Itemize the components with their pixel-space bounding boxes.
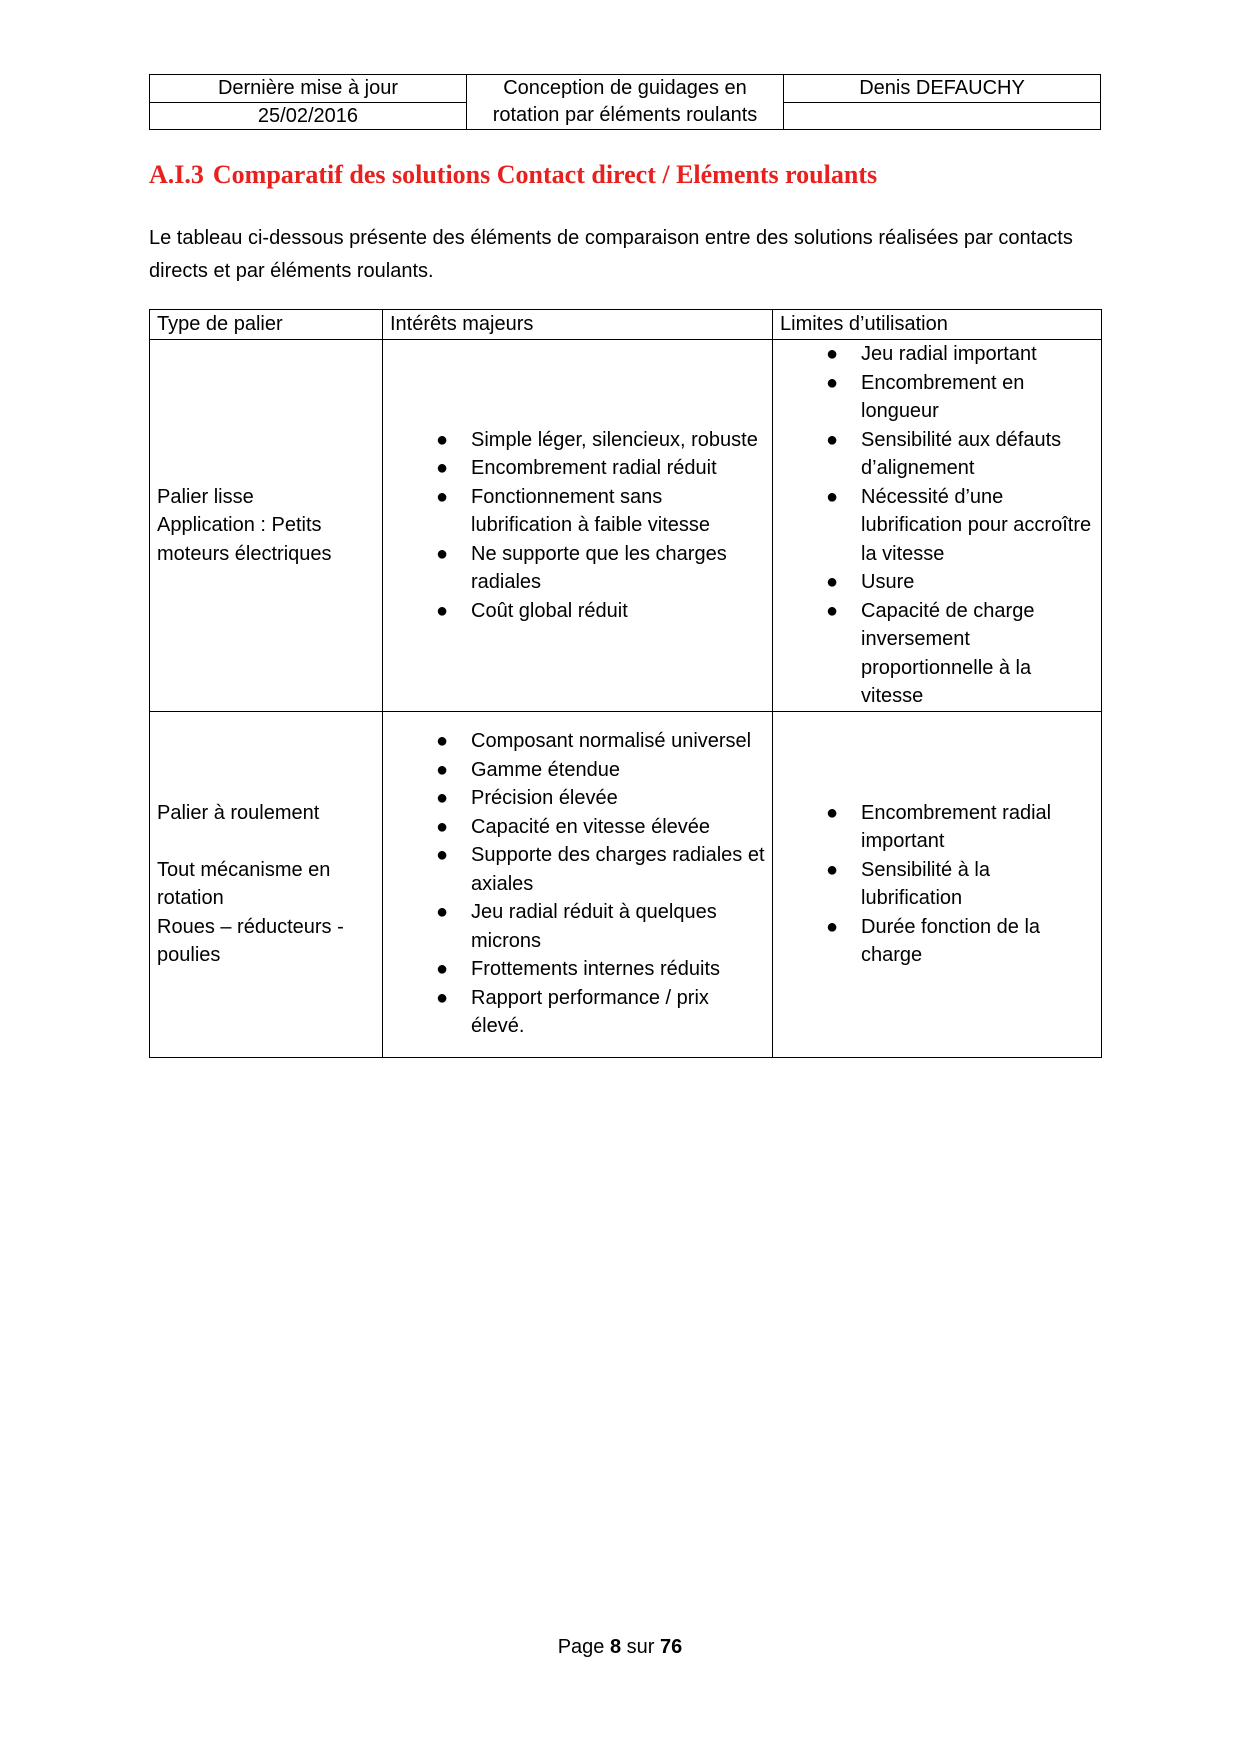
list-item: ● Sensibilité aux défauts d’alignement bbox=[780, 426, 1094, 483]
bullet-icon: ● bbox=[826, 485, 839, 508]
spacer bbox=[157, 827, 375, 856]
bullet-icon: ● bbox=[826, 915, 839, 938]
table-header-row bbox=[150, 310, 1102, 340]
list-item: ● Gamme étendue bbox=[390, 756, 765, 785]
page-footer bbox=[0, 1636, 1240, 1659]
type-application: Application : Petits moteurs électriques bbox=[157, 514, 332, 565]
type-name: Palier à roulement bbox=[157, 801, 320, 824]
interests-list bbox=[390, 727, 765, 1041]
list-item: ● Précision élevée bbox=[390, 784, 765, 813]
update-date: 25/02/2016 bbox=[150, 102, 467, 130]
list-item: ● Simple léger, silencieux, robuste bbox=[390, 426, 765, 455]
limits-cell bbox=[773, 711, 1102, 1057]
limits-cell bbox=[773, 340, 1102, 712]
author-name: Denis DEFAUCHY bbox=[784, 75, 1101, 103]
bullet-icon: ● bbox=[436, 599, 449, 622]
list-item: ● Encombrement en longueur bbox=[780, 369, 1094, 426]
list-item: ● Sensibilité à la lubrification bbox=[780, 856, 1094, 913]
limits-list bbox=[780, 799, 1094, 970]
list-item: ● Fonctionnement sans lubrification à faible vitesse bbox=[390, 483, 765, 540]
table-row bbox=[150, 340, 1102, 712]
sur-word: sur bbox=[626, 1636, 655, 1658]
bullet-icon: ● bbox=[826, 599, 839, 622]
bullet-icon: ● bbox=[436, 815, 449, 838]
bullet-icon: ● bbox=[436, 428, 449, 451]
bullet-icon: ● bbox=[826, 428, 839, 451]
list-item: ● Jeu radial réduit à quelques microns bbox=[390, 898, 765, 955]
document-title-line1: Conception de guidages en bbox=[503, 77, 747, 99]
list-item: ● Encombrement radial important bbox=[780, 799, 1094, 856]
limits-list bbox=[780, 340, 1094, 711]
document-title-line2: rotation par éléments roulants bbox=[492, 104, 758, 126]
type-name: Palier lisse bbox=[157, 485, 254, 508]
column-header-interests: Intérêts majeurs bbox=[383, 310, 773, 340]
type-cell bbox=[150, 711, 383, 1057]
list-item: ● Capacité de charge inversement proportionnelle à la vitesse bbox=[780, 597, 1094, 711]
bullet-icon: ● bbox=[826, 343, 839, 365]
bullet-icon: ● bbox=[436, 787, 449, 810]
list-item: ● Supporte des charges radiales et axiales bbox=[390, 841, 765, 898]
list-item: ● Rapport performance / prix élevé. bbox=[390, 984, 765, 1041]
type-examples: Roues – réducteurs - poulies bbox=[157, 915, 344, 966]
bullet-icon: ● bbox=[436, 986, 449, 1009]
list-item: ● Jeu radial important bbox=[780, 340, 1094, 369]
intro-paragraph: Le tableau ci-dessous présente des éléments de comparaison entre des solutions réalisées par contacts directs et par éléments roulants. bbox=[149, 227, 1073, 282]
table-row bbox=[150, 711, 1102, 1057]
bullet-icon: ● bbox=[436, 958, 449, 981]
bullet-icon: ● bbox=[826, 858, 839, 881]
empty-header-cell bbox=[784, 102, 1101, 130]
bullet-icon: ● bbox=[436, 901, 449, 924]
bullet-icon: ● bbox=[826, 801, 839, 824]
bullet-icon: ● bbox=[436, 758, 449, 781]
page-word: Page bbox=[557, 1636, 605, 1658]
list-item: ● Composant normalisé universel bbox=[390, 727, 765, 756]
section-title-text: Comparatif des solutions Contact direct / Eléments roulants bbox=[212, 160, 878, 189]
type-cell bbox=[150, 340, 383, 712]
column-header-limits: Limites d’utilisation bbox=[773, 310, 1102, 340]
last-update-label: Dernière mise à jour bbox=[150, 75, 467, 103]
list-item: ● Capacité en vitesse élevée bbox=[390, 813, 765, 842]
section-heading bbox=[149, 160, 877, 190]
column-header-type: Type de palier bbox=[150, 310, 383, 340]
document-title bbox=[466, 75, 783, 130]
list-item: ● Encombrement radial réduit bbox=[390, 454, 765, 483]
bullet-icon: ● bbox=[436, 457, 449, 479]
type-application: Tout mécanisme en rotation bbox=[157, 858, 331, 909]
interests-cell bbox=[383, 340, 773, 712]
bullet-icon: ● bbox=[436, 844, 449, 867]
bullet-icon: ● bbox=[826, 371, 839, 394]
list-item: ● Nécessité d’une lubrification pour accroître la vitesse bbox=[780, 483, 1094, 569]
document-header bbox=[149, 74, 1101, 130]
bullet-icon: ● bbox=[436, 730, 449, 753]
page-number: 8 bbox=[609, 1636, 622, 1658]
list-item: ● Durée fonction de la charge bbox=[780, 913, 1094, 970]
section-number: A.I.3 bbox=[149, 160, 204, 189]
interests-list bbox=[390, 426, 765, 626]
page-total: 76 bbox=[660, 1636, 683, 1658]
comparison-table bbox=[149, 309, 1102, 1058]
interests-cell bbox=[383, 711, 773, 1057]
bullet-icon: ● bbox=[436, 485, 449, 508]
list-item: ● Frottements internes réduits bbox=[390, 955, 765, 984]
list-item: ● Usure bbox=[780, 568, 1094, 597]
list-item: ● Ne supporte que les charges radiales bbox=[390, 540, 765, 597]
bullet-icon: ● bbox=[826, 571, 839, 593]
bullet-icon: ● bbox=[436, 542, 449, 565]
list-item: ● Coût global réduit bbox=[390, 597, 765, 626]
